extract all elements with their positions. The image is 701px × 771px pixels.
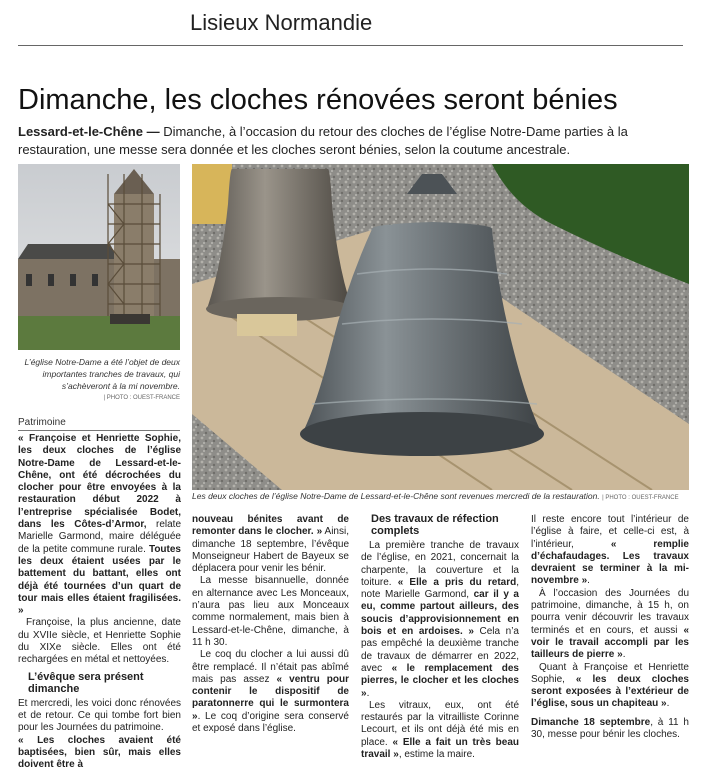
col3-quote-2: car il y a eu, comme partout ailleurs, des soucis d’approvisionnement en bois et en ardoises. » [361,589,519,638]
article-column-1 [18,433,181,771]
col3-text-2b: , estime la maire. [398,749,475,761]
col4-text-3a: Quant à Françoise et Henriette Sophie, [531,661,689,685]
col2-paragraph-2: La messe bisannuelle, donnée en alternance avec Les Monceaux, n’aura pas lieu aux Monceaux comme normalement, mais bien à Lessard-et-le-Chêne, dimanche, à 11 h 30. [192,575,349,648]
col4-text-2a: À l’occasion des Journées du patrimoine, dimanche, à 15 h, on pourra venir découvrir les travaux terminés et en cours, et aussi [531,587,689,636]
col3-quote-1: « Elle a pris du retard [397,576,517,588]
col2-text-1: Ainsi, dimanche 18 septembre, l’évêque Monseigneur Habert de Bayeux se déplacera pour venir les bénir. [192,526,349,575]
col4-text-1b: . [587,575,590,587]
article-column-3 [361,513,519,761]
article-column-4 [531,514,689,741]
col2-quote-1: nouveau bénites avant de remonter dans le clocher. » [192,514,349,538]
rubric-label: Patrimoine [18,417,66,428]
article-lead [18,123,680,159]
col4-text-1a: Il reste encore tout l’intérieur de l’église à faire, et celle-ci est, à l’intérieur, [531,514,689,550]
col4-quote-2: « voir le travail accompli par les tailleurs de pierre » [531,624,689,661]
col1-paragraph-2: Françoise, la plus ancienne, date du XVIIe siècle, et Henriette Sophie du XIXe siècle. Elles ont été rechargées en métal et nettoyées. [18,617,181,666]
col3-quote-3: « le remplacement des pierres, le clocher et les cloches » [361,662,519,699]
col1-subheading: L’évêque sera présent dimanche [28,670,144,695]
col4-paragraph-3 [531,662,689,711]
col3-subheading: Des travaux de réfection complets [371,513,499,537]
section-divider [18,45,683,46]
col3-text-1a: La première tranche de travaux de l’église, en 2021, concernait la charpente, la couverture et la toiture. [361,540,519,588]
church-photo-caption [18,356,180,404]
col4-text-3b: . [666,698,670,710]
col1-quote-2: Toutes les deux étaient usées par le battement du battant, elles ont déjà été tournées d’un quart de tour mais elles étaient fragilisées. » [18,543,181,617]
col3-paragraph-1 [361,540,519,700]
bells-photo-credit: | PHOTO : OUEST-FRANCE [602,495,679,501]
col1-paragraph-3: Et mercredi, les voici donc rénovées et de retour. Ce qui tombe fort bien pour les Journées du patrimoine. [18,697,181,734]
article-headline: Dimanche, les cloches rénovées seront bénies [18,84,618,116]
col1-quote-1: « Françoise et Henriette Sophie, les deux cloches de l’église Notre-Dame de Lessard-et-le-Chêne, ont été décrochées du clocher pour être envoyées à la restauration début 2022 à l’entreprise spécialisée Bodet, dans les Côtes-d’Armor, [18,433,181,531]
col4-text-4b: , à 11 h 30, messe pour bénir les cloches. [531,716,689,741]
col1-text-1: relate Marielle Garmond, maire déléguée de la petite commune rurale. [18,519,182,555]
col4-paragraph-4 [531,717,689,742]
col4-quote-1: « remplie d’échafaudages. Les travaux devraient se terminer à la mi-novembre » [531,538,689,587]
church-photo-credit: | PHOTO : OUEST-FRANCE [103,395,180,401]
lead-text: Dimanche, à l’occasion du retour des cloches de l’église Notre-Dame parties à la restauration, une messe sera donnée et les cloches seront bénies, selon la coutume ancestrale. [18,124,628,157]
article-column-2 [192,514,349,735]
church-caption-text: L’église Notre-Dame a été l’objet de deux importantes tranches de travaux, qui s’achèveront à la mi novembre. [24,357,180,391]
col2-text-3a: Le coq du clocher a lui aussi dû être remplacé. Il n’était pas abîmé mais pas assez [192,649,349,685]
col3-text-1b: , note Marielle Garmond, [361,576,519,601]
col3-text-1d: . [366,687,370,699]
col1-quote-3: « Les cloches avaient été baptisées, bien sûr, mais elles doivent être à [18,734,181,771]
col4-quote-3: « les deux cloches seront exposées à l’extérieur de l’église, sous un chapiteau » [531,673,689,710]
col2-text-3b: . Le coq d’origine sera conservé et exposé dans l’église. [192,710,349,735]
col3-quote-4: « Elle a fait un très beau travail » [361,736,520,761]
col2-paragraph-3 [192,649,349,735]
col4-text-2b: . [622,649,626,661]
col4-paragraph-1 [531,514,689,588]
col4-paragraph-2 [531,588,689,662]
col4-event-date: Dimanche 18 septembre [531,716,651,728]
col2-paragraph-1 [192,514,349,575]
bells-photo-caption [192,491,689,501]
col3-paragraph-2 [361,700,519,761]
col1-paragraph-1 [18,433,181,617]
col2-quote-2: « ventru pour contenir le dispositif de paratonnerre qui le surmontera » [192,673,349,722]
lead-dateline: Lessard-et-le-Chêne — [18,124,160,139]
col3-text-2a: Les vitraux, eux, ont été restaurés par la vitrailliste Corinne Lecourt, et ils ont déjà été mis en place. [361,699,519,748]
bells-photo [192,164,689,490]
section-title: Lisieux Normandie [190,10,373,35]
bells-caption-text: Les deux cloches de l’église Notre-Dame de Lessard-et-le-Chêne sont revenues mercredi de la restauration. [192,491,600,501]
col3-text-1c: Cela n’a pas empêché la deuxième tranche de travaux de démarrer en 2022, avec [361,626,519,674]
col1-paragraph-4 [18,735,181,771]
rubric-divider [18,430,180,431]
church-photo [18,164,180,350]
